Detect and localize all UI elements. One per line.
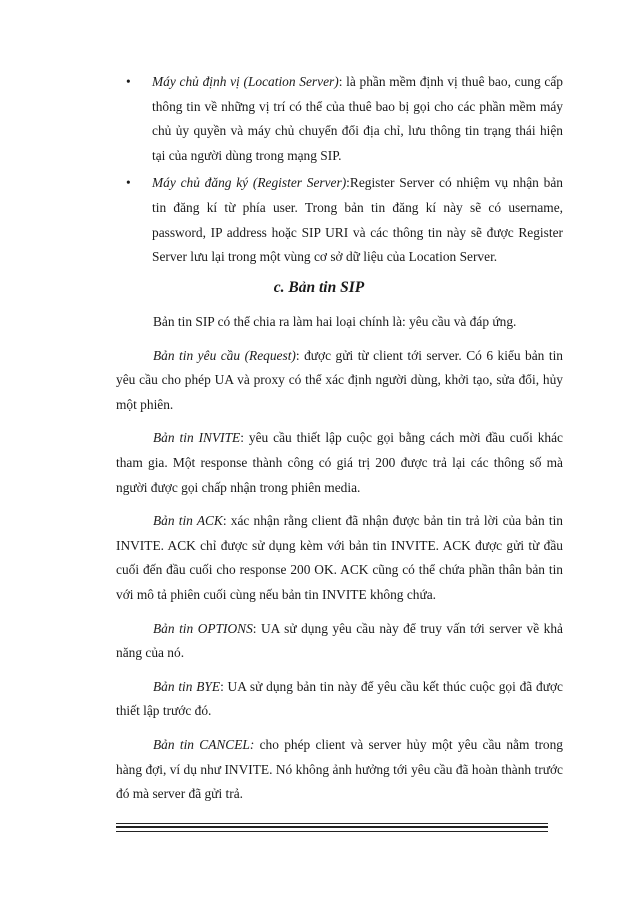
footer-rule-bottom: [116, 831, 548, 832]
paragraph-request: [116, 344, 563, 418]
footer-rule-thick: [116, 826, 548, 828]
footer-rule-top: [116, 823, 548, 824]
bullet-term: Máy chủ đăng ký (Register Server): [152, 175, 347, 191]
paragraph-text: : được gửi từ client tới server. Có 6 kiểu bản tin yêu cầu cho phép UA và proxy có thể xác định người dùng, khởi tạo, sửa đổi, hủy một phiên.: [116, 347, 563, 412]
paragraph-text: : yêu cầu thiết lập cuộc gọi bằng cách mời đầu cuối khác tham gia. Một response thành công có giá trị 200 được trả lại các thông số mà người được gọi chấp nhận trong phiên media.: [116, 430, 564, 495]
server-bullet-list: [120, 70, 563, 273]
section-heading: c. Bản tin SIP: [273, 279, 365, 296]
paragraph-options: [116, 617, 563, 666]
intro-paragraph: Bản tin SIP có thể chia ra làm hai loại chính là: yêu cầu và đáp ứng.: [153, 314, 517, 329]
paragraph-text: : xác nhận rằng client đã nhận được bản tin trả lời của bản tin INVITE. ACK chỉ được sử dụng kèm với bản tin INVITE. ACK được gửi từ đầu cuối đến đầu cuối cho response 200 OK. ACK cũng có thể chứa phần thân bản tin với mô tả phiên cuối cùng nếu bản tin INVITE không chứa.: [116, 513, 563, 602]
paragraph-term: Bản tin ACK: [153, 513, 223, 529]
bullet-text: : là phần mềm định vị thuê bao, cung cấp thông tin về những vị trí có thể của thuê bao bị gọi cho các phần mềm máy chủ ủy quyền và máy chủ chuyển đổi địa chỉ, lưu thông tin trạng thái hiện tại của người dùng trong mạng SIP.: [152, 74, 563, 163]
bullet-text: :Register Server có nhiệm vụ nhận bản tin đăng kí từ phía user. Trong bản tin đăng kí này sẽ có username, password, IP address hoặc SIP URI và các thông tin này sẽ được Register Server lưu lại trong một vùng cơ sở dữ liệu của Location Server.: [152, 175, 563, 265]
paragraph-term: Bản tin INVITE: [153, 430, 241, 446]
paragraph-term: Bản tin CANCEL:: [153, 736, 255, 752]
bullet-dot-icon: •: [126, 175, 131, 191]
bullet-location-server: [120, 70, 563, 168]
paragraph-text: : UA sử dụng bản tin này để yêu cầu kết thúc cuộc gọi đã được thiết lập trước đó.: [116, 678, 563, 719]
bullet-term: Máy chủ định vị (Location Server): [152, 74, 339, 89]
paragraph-term: Bản tin BYE: [153, 678, 221, 694]
paragraph-term: Bản tin yêu cầu (Request): [153, 347, 296, 363]
paragraph-text: cho phép client và server hủy một yêu cầu nằm trong hàng đợi, ví dụ như INVITE. Nó không ảnh hưởng tới yêu cầu đã hoàn thành trước đó mà server đã gửi trả.: [116, 736, 563, 802]
paragraph-cancel: [116, 733, 563, 807]
paragraph-term: Bản tin OPTIONS: [153, 620, 253, 636]
bullet-register-server: [120, 171, 563, 269]
paragraph-text: : UA sử dụng yêu cầu này để truy vấn tới server về khả năng của nó.: [116, 620, 563, 661]
bullet-dot-icon: •: [126, 74, 131, 89]
paragraph-bye: [116, 675, 563, 724]
document-body: [116, 310, 563, 816]
paragraph-ack: [116, 509, 563, 607]
paragraph-invite: [116, 426, 563, 500]
